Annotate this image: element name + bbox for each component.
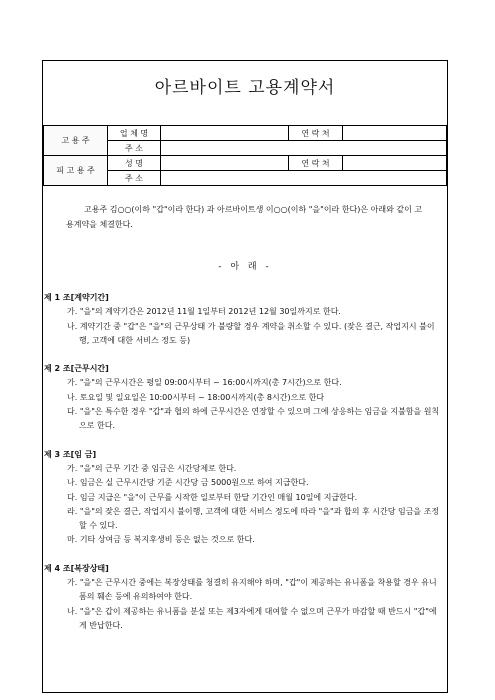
contract-document xyxy=(42,60,448,693)
employee-address-label: 주 소 xyxy=(108,171,161,186)
article-item: 가. "을"의 계약기간은 2012년 11월 1일부터 2012년 12월 30일까지로 한다. xyxy=(67,307,341,317)
article-item: 가. "을"의 근무시간은 평일 09:00시부터 ~ 16:00시까지(총 7시간)으로 한다. xyxy=(67,378,342,388)
section-separator: - 아 래 - xyxy=(218,262,272,272)
employee-contact-field[interactable] xyxy=(343,156,447,171)
document-title: 아르바이트 고용계약서 xyxy=(154,78,336,98)
article-item: 나. 임금은 실 근무시간당 기준 시간당 금 5000원으로 하여 지급한다. xyxy=(67,478,309,488)
employer-address-field[interactable] xyxy=(161,141,447,156)
article-4 xyxy=(44,562,444,633)
intro-text: 고용주 김○○(이하 "갑"이라 한다) 과 아르바이트생 이○○(이하 "을"이라 한다)은 아래와 같이 고용계약을 체결한다. xyxy=(66,205,423,229)
intro-paragraph xyxy=(43,202,449,232)
article-item: 라. "을"의 잦은 결근, 작업지시 불이행, 고객에 대한 서비스 정도에 따라 "을"과 합의 후 시간당 임금을 조정할 수 있다. xyxy=(67,506,440,531)
employee-name-field[interactable] xyxy=(161,156,289,171)
article-item: 가. "을"의 근무 기간 중 임금은 시간당제로 한다. xyxy=(67,463,237,473)
employee-name-label: 성 명 xyxy=(108,156,161,171)
employer-section-label: 고 용 주 xyxy=(44,126,108,156)
article-heading: 제 2 조[근무시간] xyxy=(44,364,109,374)
article-heading: 제 1 조[계약기간] xyxy=(44,293,109,302)
article-heading: 제 3 조[임 금] xyxy=(44,449,97,459)
article-item: 다. 임금 지급은 "을"이 근무를 시작한 일로부터 한달 기간인 매월 10일에 지급한다. xyxy=(67,492,358,502)
article-item: 나. "을"은 갑이 제공하는 유니폼을 분실 또는 제3자에게 대여할 수 없으며 근무가 마감할 때 반드시 "갑"에게 반납한다. xyxy=(67,606,437,630)
employer-contact-label: 연 락 처 xyxy=(289,126,343,141)
article-item: 마. 기타 상여금 등 복지후생비 등은 없는 것으로 한다. xyxy=(67,535,255,545)
company-name-label: 업 체 명 xyxy=(108,126,161,141)
employer-address-label: 주 소 xyxy=(108,141,161,156)
article-item: 다. "을"은 특수한 경우 "갑"과 협의 하에 근무시간은 연장할 수 있으며 그에 상응하는 임금을 지불함을 원칙으로 한다. xyxy=(67,407,440,431)
party-info-table xyxy=(43,125,447,186)
employer-contact-field[interactable] xyxy=(343,126,447,141)
article-item: 가. "을"은 근무시간 중에는 복장상태를 청결히 유지해야 하며, "갑"이 제공하는 유니폼을 착용할 경우 유니폼의 훼손 등에 유의하여야 한다. xyxy=(67,578,437,602)
article-item: 나. 토요일 및 일요일은 10:00시부터 ~ 18:00시까지(총 8시간)으로 한다 xyxy=(67,392,325,402)
articles-body xyxy=(44,291,444,633)
article-item: 나. 계약기간 중 "갑"은 "을"의 근무상태 가 불량할 경우 계약을 취소할 수 있다. (잦은 결근, 작업지시 불이행, 고객에 대한 서비스 정도 등) xyxy=(67,321,435,345)
article-heading: 제 4 조[복장상태] xyxy=(44,563,109,573)
employee-address-field[interactable] xyxy=(161,171,447,186)
company-name-field[interactable] xyxy=(161,126,289,141)
article-2 xyxy=(44,362,444,433)
article-3 xyxy=(44,448,444,548)
employee-section-label: 피 고 용 주 xyxy=(44,156,108,186)
employee-contact-label: 연 락 처 xyxy=(289,156,343,171)
article-1 xyxy=(44,291,444,348)
